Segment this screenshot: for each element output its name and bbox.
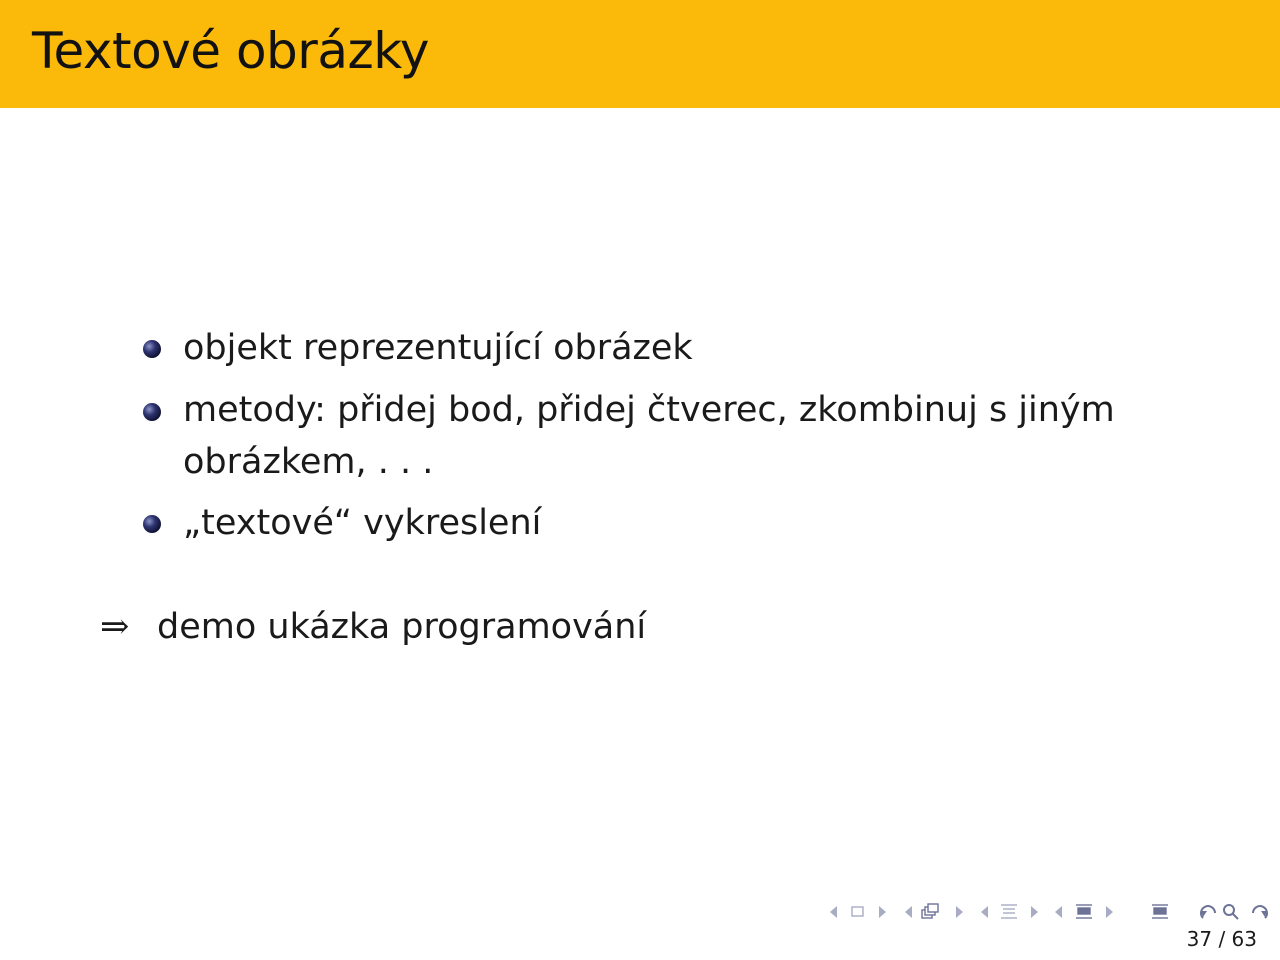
slide-title: Textové obrázky [32,22,429,80]
subsection-icon[interactable] [1001,905,1017,918]
bullet-icon [143,403,161,421]
bullet-item-2-line-2: obrázkem, . . . [183,442,434,482]
frame-icon[interactable] [852,907,863,916]
prev-slide-arrow-icon[interactable] [905,906,912,918]
prev-frame-arrow-icon[interactable] [830,906,837,918]
bullet-item-1: objekt reprezentující obrázek [183,328,693,368]
conclusion-text: demo ukázka programování [157,607,647,647]
section-icon[interactable] [1076,905,1092,918]
implies-arrow-icon: ⇒ [100,607,130,647]
bullet-item-3: „textové“ vykreslení [183,503,542,543]
slide-icon[interactable] [922,904,938,918]
bullet-icon [143,515,161,533]
prev-section-arrow-icon[interactable] [1055,906,1062,918]
navigation-bar [825,899,1275,925]
forward-icon[interactable] [1253,906,1267,918]
bullet-item-2-line-1: metody: přidej bod, přidej čtverec, zkombinuj s jiným [183,390,1115,430]
next-slide-arrow-icon[interactable] [956,906,963,918]
next-frame-arrow-icon[interactable] [879,906,886,918]
bullet-icon [143,340,161,358]
back-icon[interactable] [1201,906,1215,918]
next-section-arrow-icon[interactable] [1106,906,1113,918]
page-number: 37 / 63 [1186,927,1257,951]
prev-subsection-arrow-icon[interactable] [981,906,988,918]
next-subsection-arrow-icon[interactable] [1031,906,1038,918]
align-icon[interactable] [1152,905,1168,918]
search-icon[interactable] [1224,905,1238,919]
